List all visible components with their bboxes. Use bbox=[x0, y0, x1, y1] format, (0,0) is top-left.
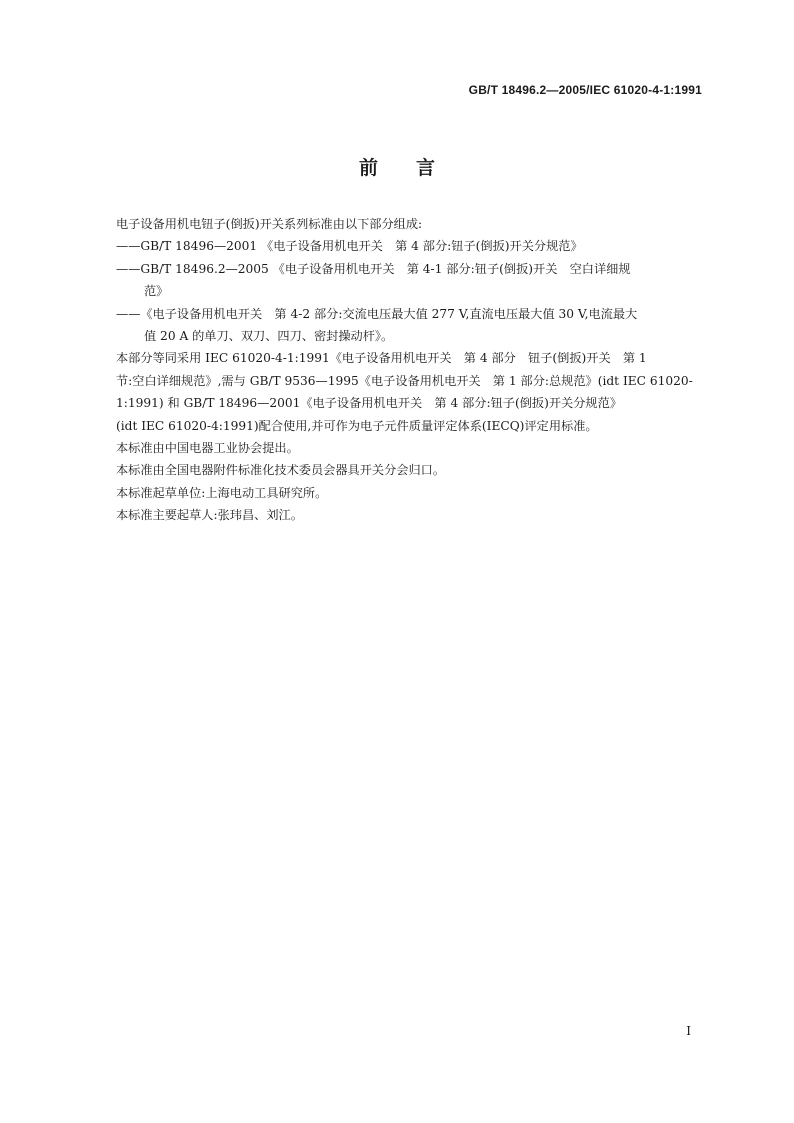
adoption-paragraph bbox=[116, 347, 703, 437]
statement-committee: 本标准由全国电器附件标准化技术委员会器具开关分会归口。 bbox=[116, 463, 446, 478]
intro-paragraph: 电子设备用机电钮子(倒扳)开关系列标准由以下部分组成: bbox=[116, 217, 423, 231]
adoption-line: 节:空白详细规范》,需与 GB/T 9536—1995《电子设备用机电开关 第 1 部分:总规范》(idt IEC 61020- bbox=[116, 373, 693, 388]
adoption-line: 1:1991) 和 GB/T 18496—2001《电子设备用机电开关 第 4 部分:钮子(倒扳)开关分规范》 bbox=[116, 396, 622, 411]
part-item bbox=[116, 235, 703, 257]
part-item-line: ——GB/T 18496.2—2005 《电子设备用机电开关 第 4-1 部分:钮子(倒扳)开关 空白详细规 bbox=[116, 261, 631, 276]
part-item bbox=[116, 258, 703, 303]
part-item-line: ——《电子设备用机电开关 第 4-2 部分:交流电压最大值 277 V,直流电压最大值 30 V,电流最大 bbox=[116, 306, 638, 321]
statement-drafting-unit: 本标准起草单位:上海电动工具研究所。 bbox=[116, 485, 328, 500]
foreword-body bbox=[116, 213, 703, 527]
page-title: 前言 bbox=[358, 157, 473, 179]
page-number: I bbox=[686, 1024, 691, 1038]
adoption-line: (idt IEC 61020-4:1991)配合使用,并可作为电子元件质量评定体系(IECQ)评定用标准。 bbox=[116, 418, 598, 433]
part-item-line: ——GB/T 18496—2001 《电子设备用机电开关 第 4 部分:钮子(倒扳)开关分规范》 bbox=[116, 239, 583, 254]
part-item-line: 范》 bbox=[144, 284, 169, 299]
statement-drafters: 本标准主要起草人:张玮昌、刘江。 bbox=[116, 508, 303, 523]
standard-code-header: GB/T 18496.2—2005/IEC 61020-4-1:1991 bbox=[468, 83, 702, 97]
part-item-line: 值 20 A 的单刀、双刀、四刀、密封操动杆》。 bbox=[144, 329, 394, 344]
adoption-line: 本部分等同采用 IEC 61020-4-1:1991《电子设备用机电开关 第 4 部分 钮子(倒扳)开关 第 1 bbox=[116, 351, 647, 366]
part-item bbox=[116, 303, 703, 348]
statement-proposer: 本标准由中国电器工业协会提出。 bbox=[116, 441, 299, 456]
